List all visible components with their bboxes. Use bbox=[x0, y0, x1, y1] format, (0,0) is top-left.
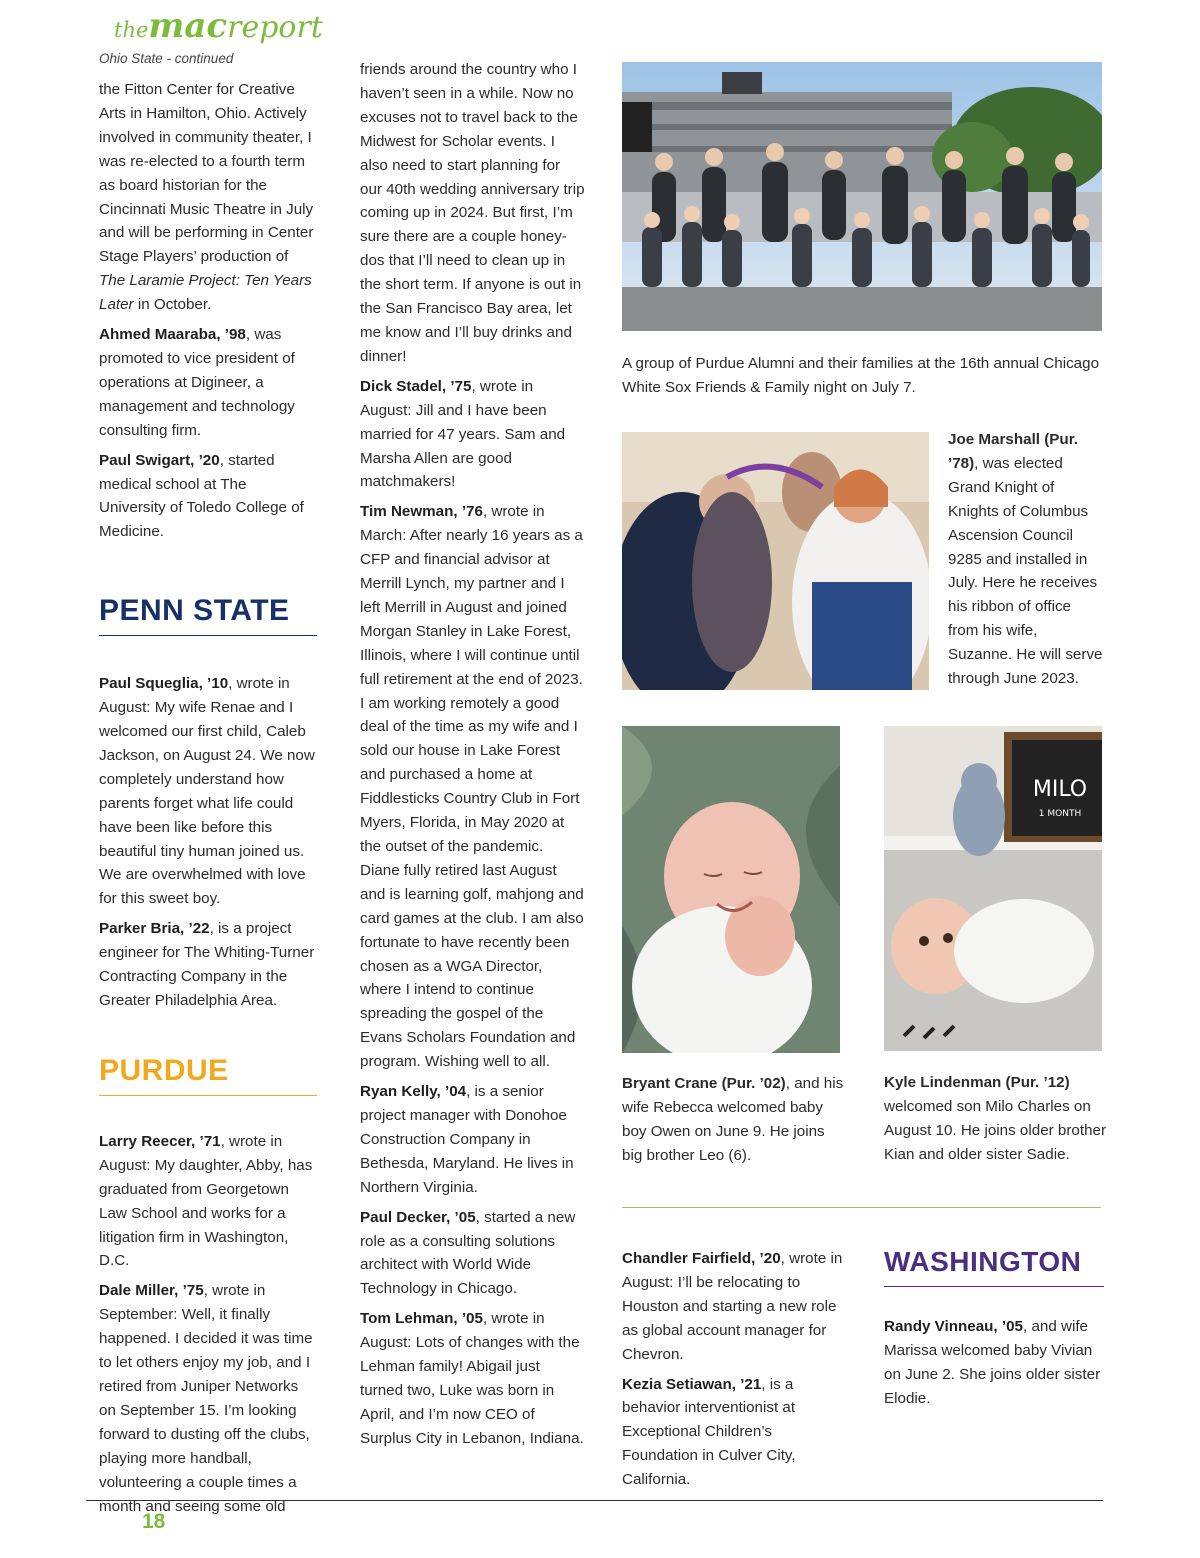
group-photo bbox=[622, 62, 1102, 331]
fairfield-name: Chandler Fairfield, ’20 bbox=[622, 1250, 781, 1267]
reecer-name: Larry Reecer, ’71 bbox=[99, 1132, 221, 1150]
marshall-name: Joe Marshall (Pur. ’78) bbox=[948, 431, 1078, 472]
letterboard-age: 1 MONTH bbox=[1038, 809, 1082, 819]
crane-text: , and his wife Rebecca welcomed baby boy Owen on June 9. He joins big brother Leo (6). bbox=[622, 1075, 844, 1164]
logo-the: the bbox=[114, 18, 149, 42]
lindenman-caption bbox=[884, 1071, 1109, 1167]
vinneau-entry bbox=[884, 1315, 1104, 1411]
purdue-heading: PURDUE bbox=[99, 1053, 317, 1096]
setiawan-text: , is a behavior interventionist at Exceptional Children’s Foundation in Culver City, California. bbox=[622, 1375, 796, 1489]
reecer-text: , wrote in August: My daughter, Abby, has graduated from Georgetown Law School and works for a litigation firm in Washington, D.C. bbox=[99, 1132, 313, 1270]
kelly-entry bbox=[360, 1080, 585, 1200]
lindenman-baby-photo bbox=[884, 726, 1102, 1051]
vinneau-text: , and wife Marissa welcomed baby Vivian on June 2. She joins older sister Elodie. bbox=[884, 1318, 1101, 1407]
squeglia-name: Paul Squeglia, ’10 bbox=[99, 675, 229, 693]
decker-text: , started a new role as a consulting solutions architect with World Wide Technology in Chicago. bbox=[360, 1208, 576, 1298]
group-photo-caption: A group of Purdue Alumni and their families at the 16th annual Chicago White Sox Friends & Family night on July 7. bbox=[622, 355, 1100, 396]
newman-entry bbox=[360, 500, 585, 1074]
swigart-entry bbox=[99, 449, 317, 545]
letterboard-name: MILO bbox=[1032, 777, 1088, 802]
stadel-entry bbox=[360, 375, 585, 495]
decker-name: Paul Decker, ’05 bbox=[360, 1208, 476, 1226]
maaraba-text: , was promoted to vice president of operations at Digineer, a management and technology consulting firm. bbox=[99, 326, 295, 439]
crane-name: Bryant Crane (Pur. ’02) bbox=[622, 1075, 786, 1092]
marshall-caption bbox=[948, 428, 1103, 691]
column-1 bbox=[99, 48, 317, 1524]
marshall-photo bbox=[622, 432, 929, 690]
page-number: 18 bbox=[142, 1510, 166, 1533]
penn-state-heading: PENN STATE bbox=[99, 593, 317, 636]
washington-column bbox=[884, 1244, 1104, 1417]
crane-caption bbox=[622, 1072, 844, 1168]
setiawan-entry bbox=[622, 1373, 844, 1493]
miller-name: Dale Miller, ’75 bbox=[99, 1282, 204, 1300]
purdue-continued-column bbox=[622, 1247, 844, 1498]
fitton-text: the Fitton Center for Creative Arts in Hamilton, Ohio. Actively involved in community theater, I was re-elected to a fourth term as board historian for the Cincinnati Music Theatre in July and will be performing in Center Stage Players’ production of bbox=[99, 81, 314, 266]
kelly-name: Ryan Kelly, ’04 bbox=[360, 1083, 467, 1101]
column-2 bbox=[360, 58, 585, 1457]
fitton-play-title: The Laramie Project: Ten Years Later bbox=[99, 272, 312, 314]
logo-mac: mac bbox=[148, 6, 228, 46]
fitton-entry bbox=[99, 78, 317, 317]
miller-entry bbox=[99, 1279, 317, 1518]
swigart-name: Paul Swigart, ’20 bbox=[99, 451, 220, 469]
swigart-text: , started medical school at The University of Toledo College of Medicine. bbox=[99, 451, 304, 541]
footer-rule bbox=[86, 1500, 1103, 1501]
lehman-text: , wrote in August: Lots of changes with the Lehman family! Abigail just turned two, Luke was born in April, and I’m now CEO of Surplus City in Lebanon, Indiana. bbox=[360, 1310, 584, 1447]
setiawan-name: Kezia Setiawan, ’21 bbox=[622, 1375, 762, 1393]
decker-entry bbox=[360, 1206, 585, 1302]
stadel-text: , wrote in August: Jill and I have been married for 47 years. Sam and Marsha Allen are good matchmakers! bbox=[360, 377, 566, 491]
lehman-entry bbox=[360, 1307, 585, 1450]
marshall-text: , was elected Grand Knight of Knights of Columbus Ascension Council 9285 and installed in July. Here he receives his ribbon of office from his wife, Suzanne. He will serve through June 2023. bbox=[948, 454, 1103, 688]
logo-report: report bbox=[227, 10, 323, 45]
bria-name: Parker Bria, ’22 bbox=[99, 920, 210, 938]
newman-text: , wrote in March: After nearly 16 years as a CFP and financial advisor at Merrill Lynch, my partner and I left Merrill in August and joined Morgan Stanley in Lake Forest, Illinois, where I will continue until full retirement at the end of 2023. I am working remotely a good deal of the time as my wife and I sold our house in Lake Forest and purchased a home at Fiddlesticks Country Club in Fort Myers, Florida, in May 2020 at the outset of the pandemic. Diane fully retired last August and is learning golf, mahjong and card games at the club. I am also fortunate to have recently been chosen as a WGA Director, where I intend to continue spreading the gospel of the Evans Scholars Foundation and program. Wishing well to all. bbox=[360, 503, 584, 1071]
fitton-end: in October. bbox=[133, 296, 212, 314]
bria-entry bbox=[99, 917, 317, 1013]
continued-label: Ohio State - continued bbox=[99, 51, 234, 66]
lindenman-name: Kyle Lindenman (Pur. ’12) bbox=[884, 1074, 1070, 1091]
maaraba-entry bbox=[99, 323, 317, 443]
bria-text: , is a project engineer for The Whiting-Turner Contracting Company in the Greater Philadelphia Area. bbox=[99, 920, 315, 1009]
fairfield-entry bbox=[622, 1247, 844, 1367]
fairfield-text: , wrote in August: I’ll be relocating to Houston and starting a new role as global account manager for Chevron. bbox=[622, 1250, 843, 1363]
stadel-name: Dick Stadel, ’75 bbox=[360, 377, 472, 395]
miller-text: , wrote in September: Well, it finally happened. I decided it was time to let others enjoy my job, and I retired from Juniper Networks on September 15. I’m looking forward to dusting off the clubs, playing more handball, volunteering a couple times a month and seeing some old bbox=[99, 1282, 313, 1515]
miller-continued: friends around the country who I haven’t seen in a while. Now no excuses not to travel back to the Midwest for Scholar events. I also need to start planning for our 40th wedding anniversary trip coming up in 2024. But first, I’m sure there are a couple honey-dos that I’ll need to clean up in the short term. If anyone is out in the San Francisco Bay area, let me know and I’ll buy drinks and dinner! bbox=[360, 61, 585, 365]
crane-baby-photo bbox=[622, 726, 840, 1053]
reecer-entry bbox=[99, 1130, 317, 1273]
vinneau-name: Randy Vinneau, ’05 bbox=[884, 1318, 1023, 1335]
squeglia-text: , wrote in August: My wife Renae and I welcomed our first child, Caleb Jackson, on August 24. We now completely understand how parents forget what life could have been like before this beautiful tiny human joined us. We are overwhelmed with love for this sweet boy. bbox=[99, 675, 315, 908]
washington-heading: WASHINGTON bbox=[884, 1244, 1104, 1287]
masthead-logo bbox=[114, 6, 323, 46]
lehman-name: Tom Lehman, ’05 bbox=[360, 1310, 483, 1328]
maaraba-name: Ahmed Maaraba, ’98 bbox=[99, 326, 246, 344]
lindenman-text: welcomed son Milo Charles on August 10. He joins older brother Kian and older sister Sadie. bbox=[884, 1097, 1107, 1163]
section-divider bbox=[622, 1207, 1101, 1208]
newman-name: Tim Newman, ’76 bbox=[360, 503, 483, 521]
squeglia-entry bbox=[99, 672, 317, 911]
kelly-text: , is a senior project manager with Donohoe Construction Company in Bethesda, Maryland. He lives in Northern Virginia. bbox=[360, 1083, 574, 1196]
